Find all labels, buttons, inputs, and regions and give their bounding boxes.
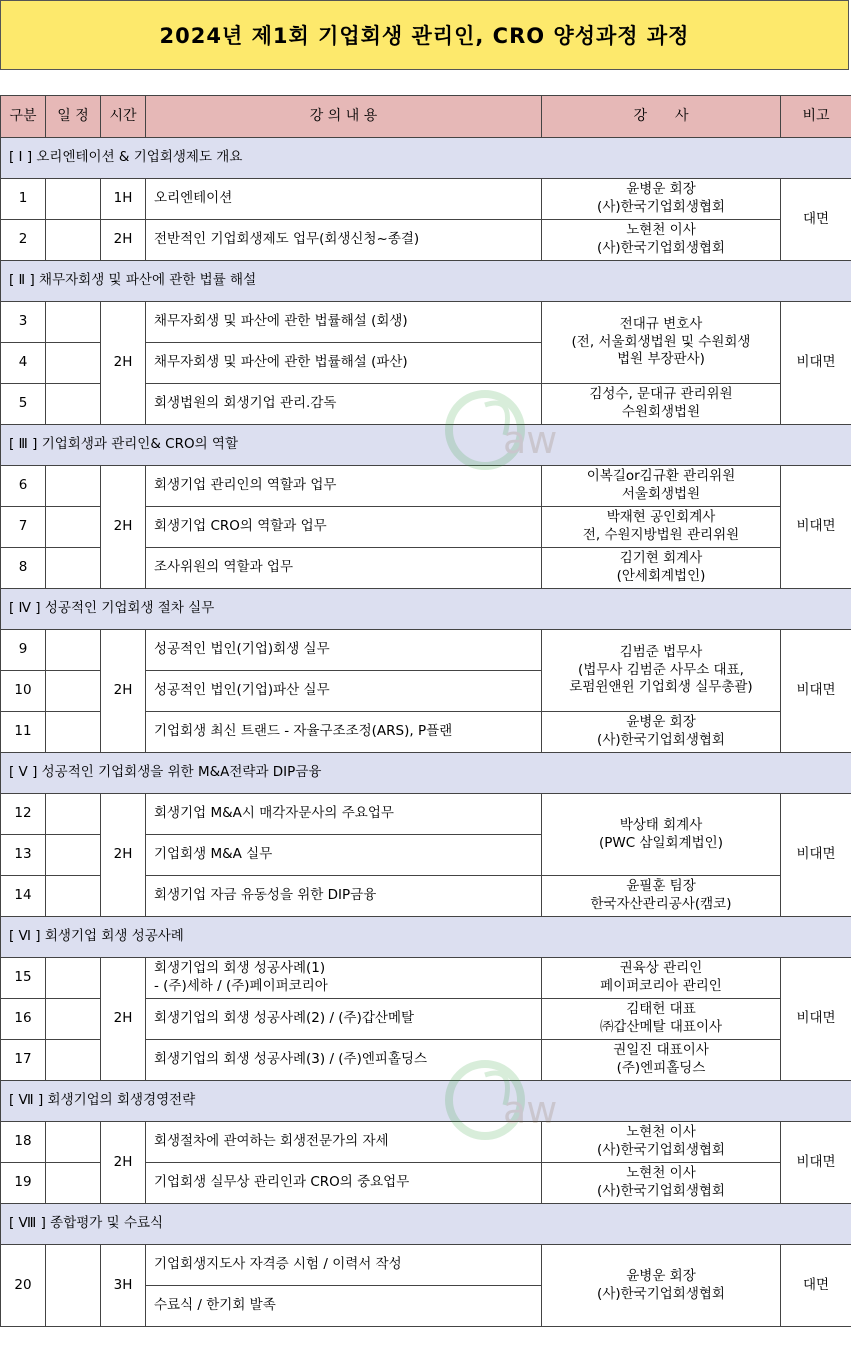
lecturer xyxy=(542,384,781,425)
lecturer xyxy=(542,1040,781,1081)
course-schedule-table xyxy=(0,95,851,1327)
lesson-time: 2H xyxy=(101,1122,146,1204)
table-row xyxy=(1,794,851,835)
lesson-topic xyxy=(146,958,542,999)
lesson-number: 3 xyxy=(1,302,46,343)
lecturer xyxy=(542,712,781,753)
lesson-date xyxy=(46,179,101,220)
lesson-date xyxy=(46,220,101,261)
delivery-mode: 비대면 xyxy=(781,466,851,589)
section-row xyxy=(1,425,851,466)
cell-line: 한국자산관리공사(캠코) xyxy=(590,896,732,912)
cell-line: (사)한국기업회생협회 xyxy=(597,1183,725,1199)
delivery-mode: 비대면 xyxy=(781,794,851,917)
cell-line: (법무사 김범준 사무소 대표, xyxy=(578,661,744,678)
delivery-mode: 비대면 xyxy=(781,630,851,753)
lesson-date xyxy=(46,671,101,712)
lesson-number: 20 xyxy=(1,1245,46,1327)
cell-line: 서울회생법원 xyxy=(621,486,701,502)
cell-line: 회생기업의 회생 성공사례(1) xyxy=(154,960,326,977)
cell-line: 채무자회생 및 파산에 관한 법률해설 (파산) xyxy=(154,354,408,371)
lesson-topic xyxy=(146,835,542,876)
cell-line: 전반적인 기업회생제도 업무(회생신청~종결) xyxy=(154,231,420,248)
cell-line: 윤필훈 팀장 xyxy=(626,878,696,895)
lesson-time: 2H xyxy=(101,630,146,753)
cell-line: 기업회생 실무상 관리인과 CRO의 중요업무 xyxy=(154,1174,410,1191)
table-header-row xyxy=(1,96,851,138)
lesson-topic xyxy=(146,1040,542,1081)
lecturer xyxy=(542,794,781,876)
lesson-number: 15 xyxy=(1,958,46,999)
section-heading: [ Ⅳ ] 성공적인 기업회생 절차 실무 xyxy=(1,589,851,630)
lesson-date xyxy=(46,507,101,548)
lesson-date xyxy=(46,302,101,343)
lesson-time: 1H xyxy=(101,179,146,220)
table-row xyxy=(1,220,851,261)
cell-line: 박재현 공인회계사 xyxy=(606,509,716,526)
lesson-topic xyxy=(146,712,542,753)
header-note: 비고 xyxy=(781,96,851,138)
table-row xyxy=(1,1122,851,1163)
section-heading: [ Ⅶ ] 회생기업의 회생경영전략 xyxy=(1,1081,851,1122)
lesson-topic xyxy=(146,1286,542,1327)
lesson-time: 2H xyxy=(101,220,146,261)
lesson-time: 2H xyxy=(101,794,146,917)
lesson-number: 5 xyxy=(1,384,46,425)
cell-line: 오리엔테이션 xyxy=(154,190,233,207)
lesson-topic xyxy=(146,302,542,343)
lesson-number: 11 xyxy=(1,712,46,753)
lesson-number: 2 xyxy=(1,220,46,261)
table-row xyxy=(1,179,851,220)
cell-line: 회생기업 M&A시 매각자문사의 주요업무 xyxy=(154,805,394,822)
cell-line: 기업회생 M&A 실무 xyxy=(154,846,273,863)
lecturer xyxy=(542,466,781,507)
lesson-date xyxy=(46,1040,101,1081)
cell-line: 김범준 법무사 xyxy=(619,644,703,661)
header-date: 일 정 xyxy=(46,96,101,138)
section-row xyxy=(1,261,851,302)
cell-line: 회생기업의 회생 성공사례(3) / (주)엔피홀딩스 xyxy=(154,1051,428,1068)
lesson-number: 14 xyxy=(1,876,46,917)
cell-line: 성공적인 법인(기업)회생 실무 xyxy=(154,641,330,658)
section-row xyxy=(1,1081,851,1122)
cell-line: 수료식 / 한기회 발족 xyxy=(154,1297,276,1314)
lesson-number: 1 xyxy=(1,179,46,220)
section-row xyxy=(1,589,851,630)
section-row xyxy=(1,753,851,794)
cell-line: 김성수, 문대규 관리위원 xyxy=(589,386,733,403)
lesson-topic xyxy=(146,630,542,671)
lesson-date xyxy=(46,958,101,999)
lesson-number: 7 xyxy=(1,507,46,548)
cell-line: (사)한국기업회생협회 xyxy=(597,1142,725,1158)
table-row xyxy=(1,630,851,671)
section-heading: [ Ⅰ ] 오리엔테이션 & 기업회생제도 개요 xyxy=(1,138,851,179)
cell-line: 회생법원의 회생기업 관리.감독 xyxy=(154,395,337,412)
lesson-number: 8 xyxy=(1,548,46,589)
cell-line: 회생기업 관리인의 역할과 업무 xyxy=(154,477,337,494)
cell-line: 법원 부장판사) xyxy=(617,351,705,368)
lecturer xyxy=(542,220,781,261)
header-category: 구분 xyxy=(1,96,46,138)
cell-line: (사)한국기업회생협회 xyxy=(597,1285,725,1302)
lesson-topic xyxy=(146,179,542,220)
lesson-topic xyxy=(146,548,542,589)
cell-line: 김태헌 대표 xyxy=(626,1001,696,1018)
cell-line: (전, 서울회생법원 및 수원회생 xyxy=(571,333,751,350)
delivery-mode: 대면 xyxy=(781,179,851,261)
lesson-date xyxy=(46,466,101,507)
lesson-number: 13 xyxy=(1,835,46,876)
cell-line: 전대규 변호사 xyxy=(619,316,703,333)
cell-line: 노현천 이사 xyxy=(626,1124,696,1141)
lesson-topic xyxy=(146,671,542,712)
delivery-mode: 대면 xyxy=(781,1245,851,1327)
lesson-topic xyxy=(146,507,542,548)
lesson-number: 17 xyxy=(1,1040,46,1081)
lesson-number: 18 xyxy=(1,1122,46,1163)
page-title: 2024년 제1회 기업회생 관리인, CRO 양성과정 과정 xyxy=(0,0,849,70)
cell-line: (안세회계법인) xyxy=(616,568,706,584)
cell-line: 로펌윈앤윈 기업회생 실무총괄) xyxy=(569,679,753,696)
lecturer xyxy=(542,1122,781,1163)
cell-line: 윤병운 회장 xyxy=(626,181,696,198)
cell-line: 박상태 회계사 xyxy=(619,816,703,833)
section-heading: [ Ⅵ ] 회생기업 회생 성공사례 xyxy=(1,917,851,958)
lesson-number: 6 xyxy=(1,466,46,507)
cell-line: (사)한국기업회생협회 xyxy=(597,240,725,256)
header-content: 강 의 내 용 xyxy=(146,96,542,138)
cell-line: 권육상 관리인 xyxy=(619,960,703,977)
lesson-number: 4 xyxy=(1,343,46,384)
section-heading: [ Ⅲ ] 기업회생과 관리인& CRO의 역할 xyxy=(1,425,851,466)
lesson-date xyxy=(46,794,101,835)
lesson-date xyxy=(46,1245,101,1327)
cell-line: (사)한국기업회생협회 xyxy=(597,199,725,215)
cell-line: (사)한국기업회생협회 xyxy=(597,732,725,748)
lesson-topic xyxy=(146,220,542,261)
cell-line: ㈜갑산메탈 대표이사 xyxy=(599,1019,723,1035)
lecturer xyxy=(542,630,781,712)
lesson-topic xyxy=(146,794,542,835)
cell-line: 성공적인 법인(기업)파산 실무 xyxy=(154,682,330,699)
cell-line: (PWC 삼일회계법인) xyxy=(599,834,723,851)
lecturer xyxy=(542,548,781,589)
cell-line: - (주)세하 / (주)페이퍼코리아 xyxy=(154,978,328,994)
cell-line: 수원회생법원 xyxy=(621,404,701,420)
cell-line: 기업회생 최신 트랜드 - 자율구조조정(ARS), P플랜 xyxy=(154,723,453,740)
lesson-topic xyxy=(146,343,542,384)
lesson-date xyxy=(46,712,101,753)
lesson-date xyxy=(46,630,101,671)
cell-line: 이복길or김규환 관리위원 xyxy=(586,468,736,485)
lesson-number: 16 xyxy=(1,999,46,1040)
cell-line: 전, 수원지방법원 관리위원 xyxy=(582,527,740,543)
cell-line: 김기현 회계사 xyxy=(619,550,703,567)
cell-line: 페이퍼코리아 관리인 xyxy=(600,978,722,994)
lesson-topic xyxy=(146,1163,542,1204)
lecturer xyxy=(542,876,781,917)
table-row xyxy=(1,466,851,507)
lesson-time: 2H xyxy=(101,958,146,1081)
cell-line: 기업회생지도사 자격증 시험 / 이력서 작성 xyxy=(154,1256,402,1273)
table-row xyxy=(1,958,851,999)
lesson-time: 3H xyxy=(101,1245,146,1327)
cell-line: 회생기업 CRO의 역할과 업무 xyxy=(154,518,327,535)
lecturer xyxy=(542,302,781,384)
lesson-date xyxy=(46,835,101,876)
lesson-number: 10 xyxy=(1,671,46,712)
cell-line: (주)엔피홀딩스 xyxy=(616,1060,706,1076)
header-lecturer: 강 사 xyxy=(542,96,781,138)
lesson-number: 9 xyxy=(1,630,46,671)
lesson-number: 19 xyxy=(1,1163,46,1204)
lesson-topic xyxy=(146,466,542,507)
cell-line: 윤병운 회장 xyxy=(626,1267,696,1284)
section-heading: [ Ⅴ ] 성공적인 기업회생을 위한 M&A전략과 DIP금융 xyxy=(1,753,851,794)
lesson-topic xyxy=(146,1245,542,1286)
lecturer xyxy=(542,1245,781,1327)
schedule-body xyxy=(1,138,851,1327)
lesson-time: 2H xyxy=(101,466,146,589)
lesson-date xyxy=(46,548,101,589)
lesson-date xyxy=(46,999,101,1040)
lesson-date xyxy=(46,343,101,384)
lecturer xyxy=(542,507,781,548)
lesson-date xyxy=(46,876,101,917)
table-row xyxy=(1,1245,851,1286)
lecturer xyxy=(542,999,781,1040)
lesson-topic xyxy=(146,876,542,917)
lesson-topic xyxy=(146,1122,542,1163)
cell-line: 노현천 이사 xyxy=(626,222,696,239)
lecturer xyxy=(542,958,781,999)
section-row xyxy=(1,138,851,179)
cell-line: 회생절차에 관여하는 회생전문가의 자세 xyxy=(154,1133,389,1150)
lecturer xyxy=(542,179,781,220)
lesson-topic xyxy=(146,999,542,1040)
section-row xyxy=(1,917,851,958)
cell-line: 회생기업 자금 유동성을 위한 DIP금융 xyxy=(154,887,377,904)
delivery-mode: 비대면 xyxy=(781,302,851,425)
section-heading: [ Ⅱ ] 채무자회생 및 파산에 관한 법률 해설 xyxy=(1,261,851,302)
lesson-date xyxy=(46,1122,101,1163)
lesson-number: 12 xyxy=(1,794,46,835)
lecturer xyxy=(542,1163,781,1204)
cell-line: 윤병운 회장 xyxy=(626,714,696,731)
cell-line: 노현천 이사 xyxy=(626,1165,696,1182)
delivery-mode: 비대면 xyxy=(781,1122,851,1204)
lesson-time: 2H xyxy=(101,302,146,425)
header-time: 시간 xyxy=(101,96,146,138)
lesson-topic xyxy=(146,384,542,425)
section-row xyxy=(1,1204,851,1245)
lesson-date xyxy=(46,1163,101,1204)
cell-line: 회생기업의 회생 성공사례(2) / (주)갑산메탈 xyxy=(154,1010,415,1027)
cell-line: 권일진 대표이사 xyxy=(613,1042,709,1059)
section-heading: [ Ⅷ ] 종합평가 및 수료식 xyxy=(1,1204,851,1245)
delivery-mode: 비대면 xyxy=(781,958,851,1081)
cell-line: 채무자회생 및 파산에 관한 법률해설 (회생) xyxy=(154,313,408,330)
lesson-date xyxy=(46,384,101,425)
cell-line: 조사위원의 역할과 업무 xyxy=(154,559,293,576)
table-row xyxy=(1,302,851,343)
